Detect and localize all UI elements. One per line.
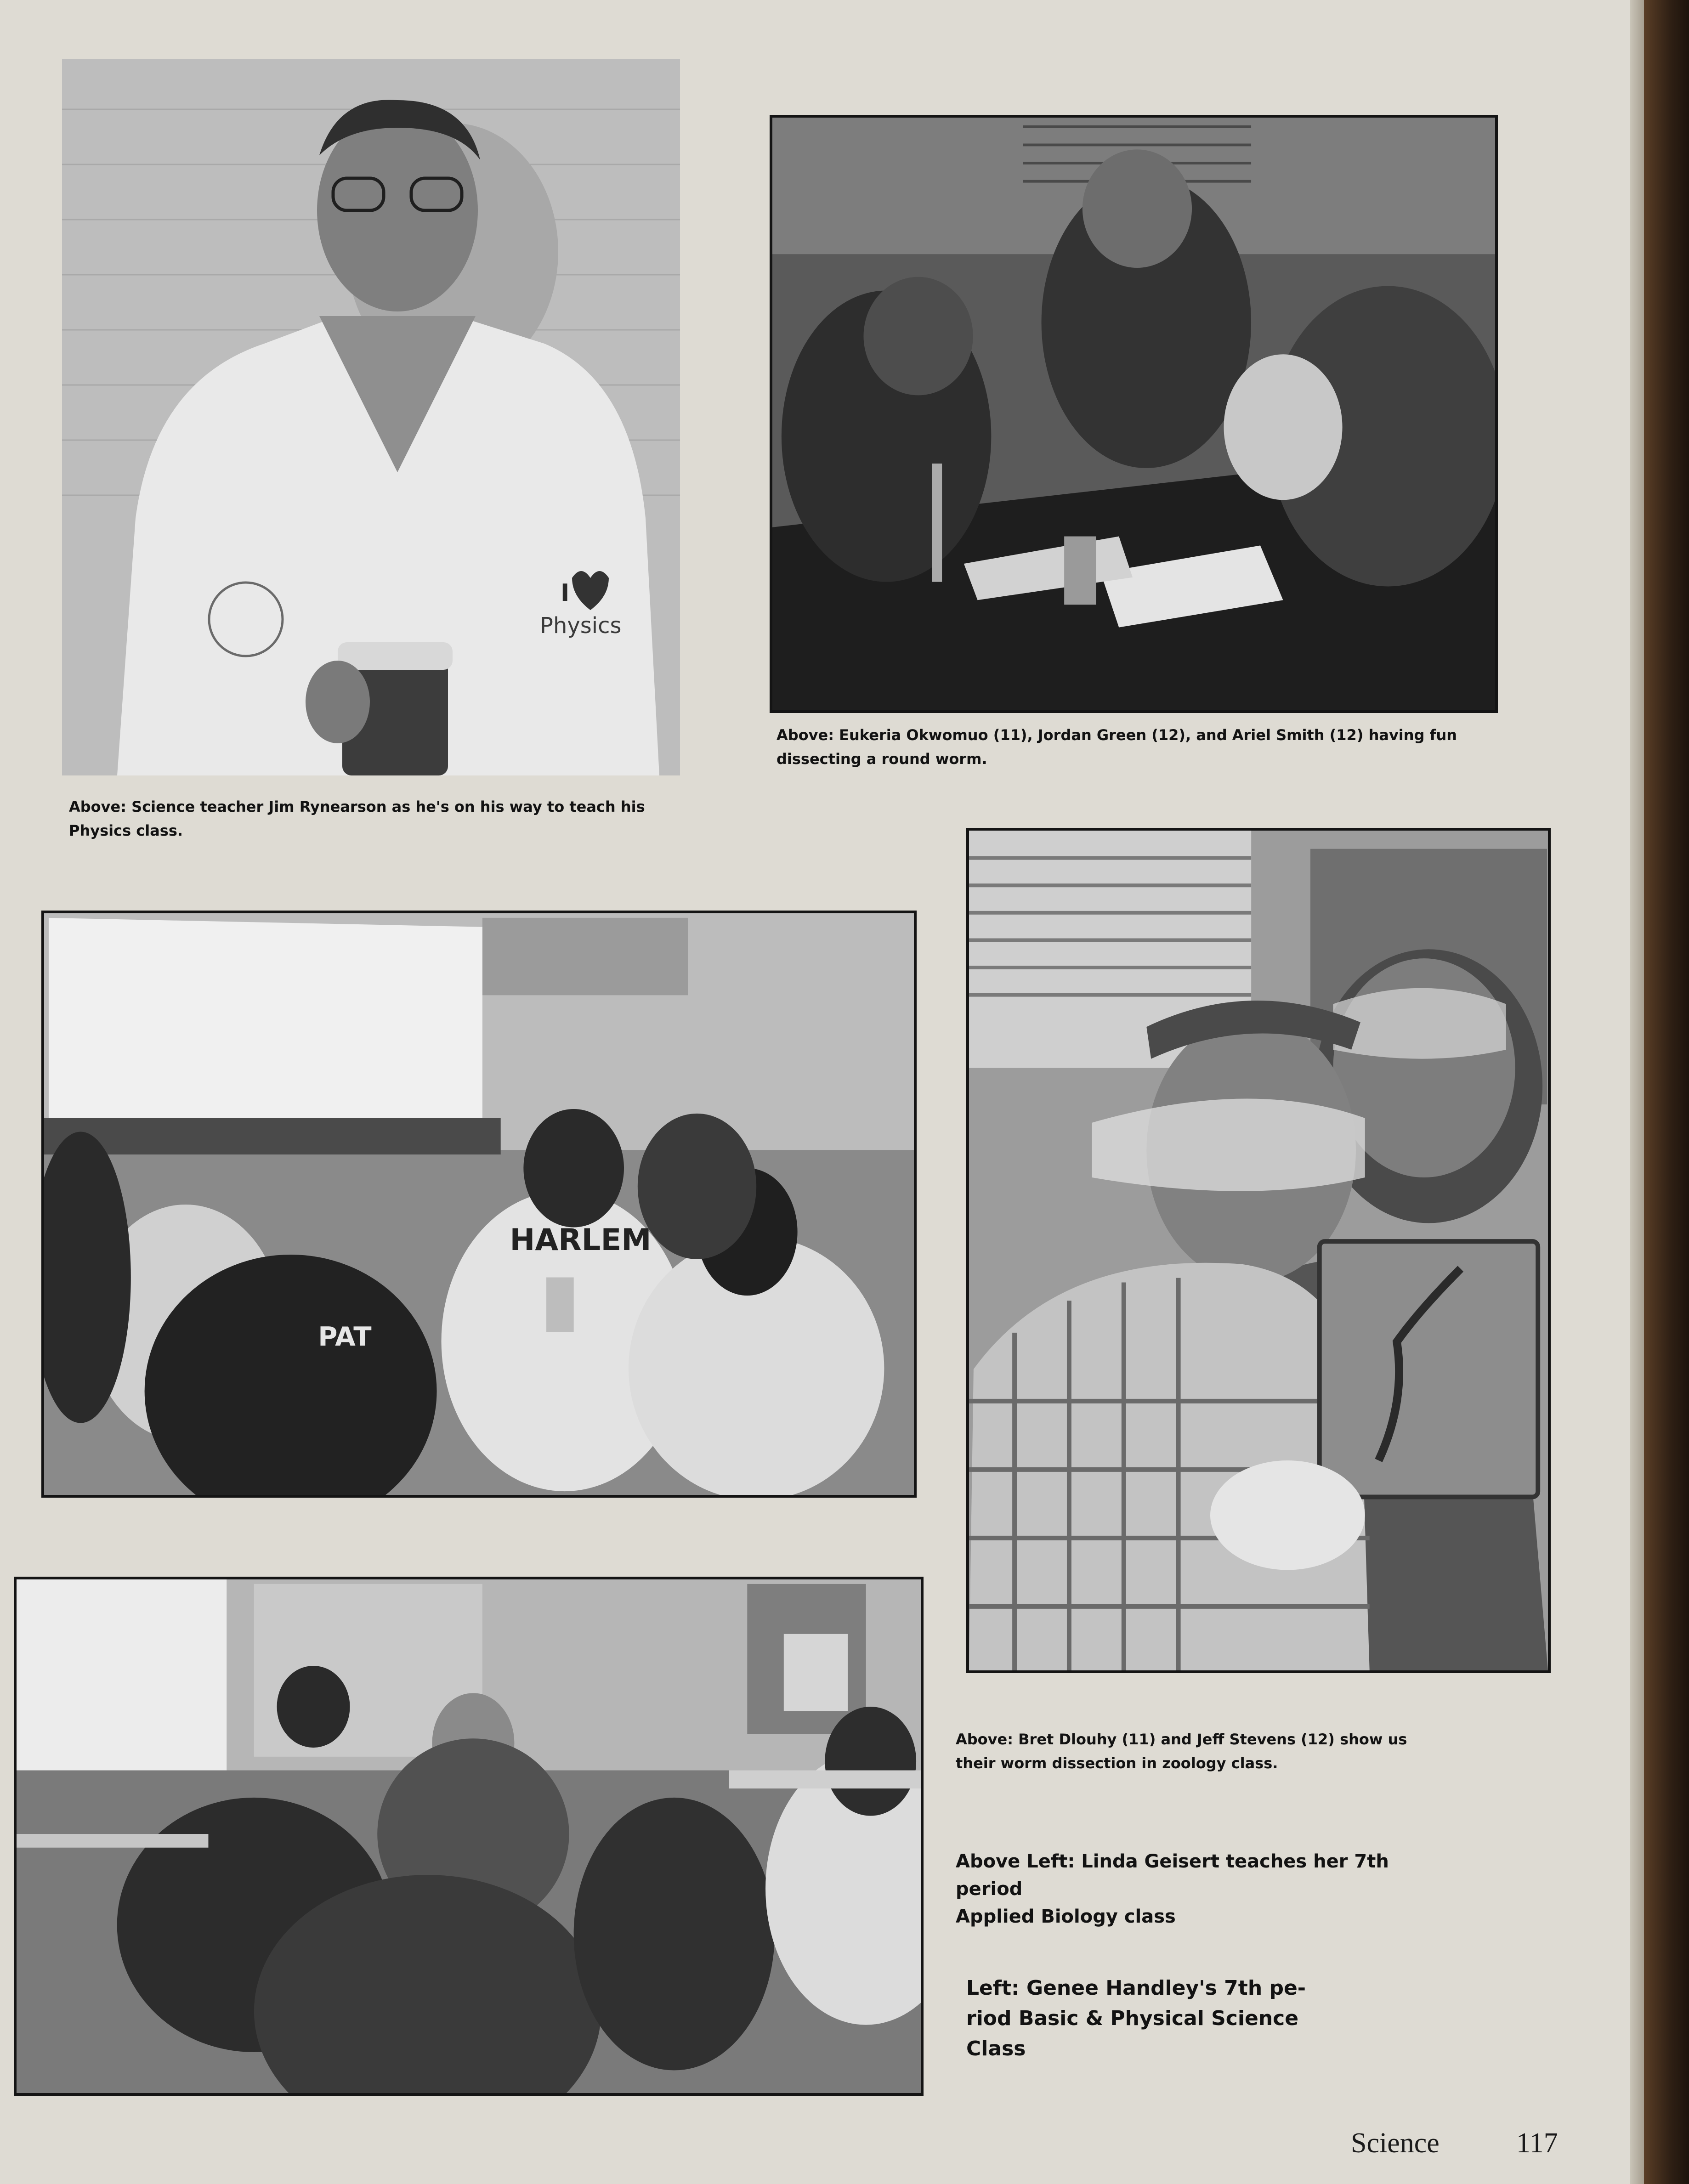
caption-above-left-line3: Applied Biology class — [956, 1906, 1176, 1927]
caption-teacher: Above: Science teacher Jim Rynearson as he's on his way to teach his Physics class. — [69, 798, 645, 839]
caption-left — [966, 1973, 1426, 2064]
page-edge — [1630, 0, 1644, 2184]
caption-above-left — [956, 1848, 1415, 1930]
caption-above-left-line1: Above Left: Linda Geisert teaches her 7th — [956, 1851, 1389, 1872]
page-number: 117 — [1516, 2127, 1558, 2159]
coat-text-heart: I — [561, 579, 570, 607]
photo-goggles — [966, 828, 1551, 1673]
photo-dissecting — [770, 115, 1498, 713]
jacket-text: HARLEM — [510, 1222, 652, 1258]
jacket-text-2: PAT — [318, 1321, 372, 1352]
caption-above-left-line2: period — [956, 1878, 1023, 1900]
coat-text-subject: Physics — [540, 613, 622, 639]
caption-left-line1: Left: Genee Handley's 7th pe- — [966, 1976, 1306, 2000]
caption-left-line2: riod Basic & Physical Science — [966, 2007, 1299, 2030]
book-binding — [1644, 0, 1689, 2184]
caption-left-line3: Class — [966, 2037, 1026, 2060]
caption-goggles: Above: Bret Dlouhy (11) and Jeff Stevens (12) show us their worm dissection in zoology class. — [956, 1731, 1407, 1772]
photo-biology — [14, 1577, 924, 2096]
caption-dissecting: Above: Eukeria Okwomuo (11), Jordan Green (12), and Ariel Smith (12) having fun dissecting a round worm. — [776, 726, 1457, 768]
photo-classroom — [41, 911, 917, 1498]
section-name: Science — [1351, 2127, 1440, 2159]
photo-teacher — [62, 59, 680, 775]
